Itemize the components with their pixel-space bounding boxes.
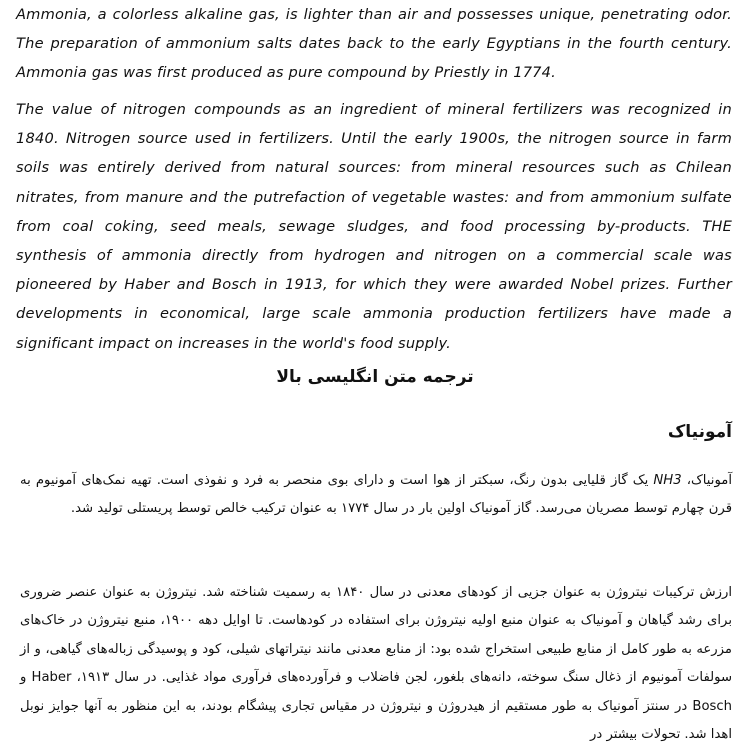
persian-paragraph-ammonia-intro: [20, 467, 732, 524]
ammonia-formula: NH3: [653, 473, 682, 488]
english-paragraph-ammonia-intro: Ammonia, a colorless alkaline gas, is lighter than air and possesses unique, penetrating odor. The preparation of ammonium salts dates back to the early Egyptians in the fourth century. Ammonia gas was first produced as pure compound by Priestly in 1774.: [16, 6, 732, 82]
persian-paragraph-nitrogen-history: ارزش ترکیبات نیتروژن به عنوان جزیی از کودهای معدنی در سال ۱۸۴۰ به رسمیت شناخته شد. نیتروژن به عنوان عنصر ضروری برای رشد گیاهان و آمونیاک به عنوان منبع اولیه نیتروژن برای استفاده در کودهاست. تا اوایل دهه ۱۹۰۰، منبع نیتروژن در خاک‌های مزرعه به طور کامل از منابع طبیعی استخراج شده بود: از منابع معدنی مانند نیتراتهای شیلی، کود و پوسیدگی زباله‌های گیاهی، و از سولفات آمونیوم از ذغال سنگ سوخته، دانه‌های بلغور، لجن فاضلاب و فرآورده‌های فرآوری مواد غذایی. در سال ۱۹۱۳، Haber و Bosch در سنتز آمونیاک به طور مستقیم از هیدروژن و نیتروژن در مقیاس تجاری پیشگام بودند، به این منظور به آنها جوایز نوبل اهدا شد. تحولات بیشتر در: [20, 585, 733, 743]
english-paragraph-nitrogen-history: The value of nitrogen compounds as an ingredient of mineral fertilizers was recognized in 1840. Nitrogen source used in fertilizers. Until the early 1900s, the nitrogen source in farm soils was entirely derived from natural sources: from mineral resources such as Chilean nitrates, from manure and the putrefaction of vegetable wastes: and from ammonium sulfate from coal coking, seed meals, sewage sludges, and food processing by-products. THE synthesis of ammonia directly from hydrogen and nitrogen on a commercial scale was pioneered by Haber and Bosch in 1913, for which they were awarded Nobel prizes. Further developments in economical, large scale ammonia production fertilizers have made a significant impact on increases in the world's food supply.: [16, 101, 732, 352]
persian-paragraph1-rest: یک گاز قلیایی بدون رنگ، سبکتر از هوا است و دارای بوی منحصر به فرد و نفوذی است. تهیه نمک‌های آمونیوم به قرن چهارم توسط مصریان می‌رسد. گاز آمونیاک اولین بار در سال ۱۷۷۴ به عنوان ترکیب خالص توسط پریستلی تولید شد.: [20, 473, 732, 517]
persian-translation-title: ترجمه متن انگلیسی بالا: [276, 367, 474, 387]
persian-paragraph1-start: آمونیاک،: [681, 473, 732, 488]
persian-section-heading: آمونیاک: [667, 422, 732, 442]
